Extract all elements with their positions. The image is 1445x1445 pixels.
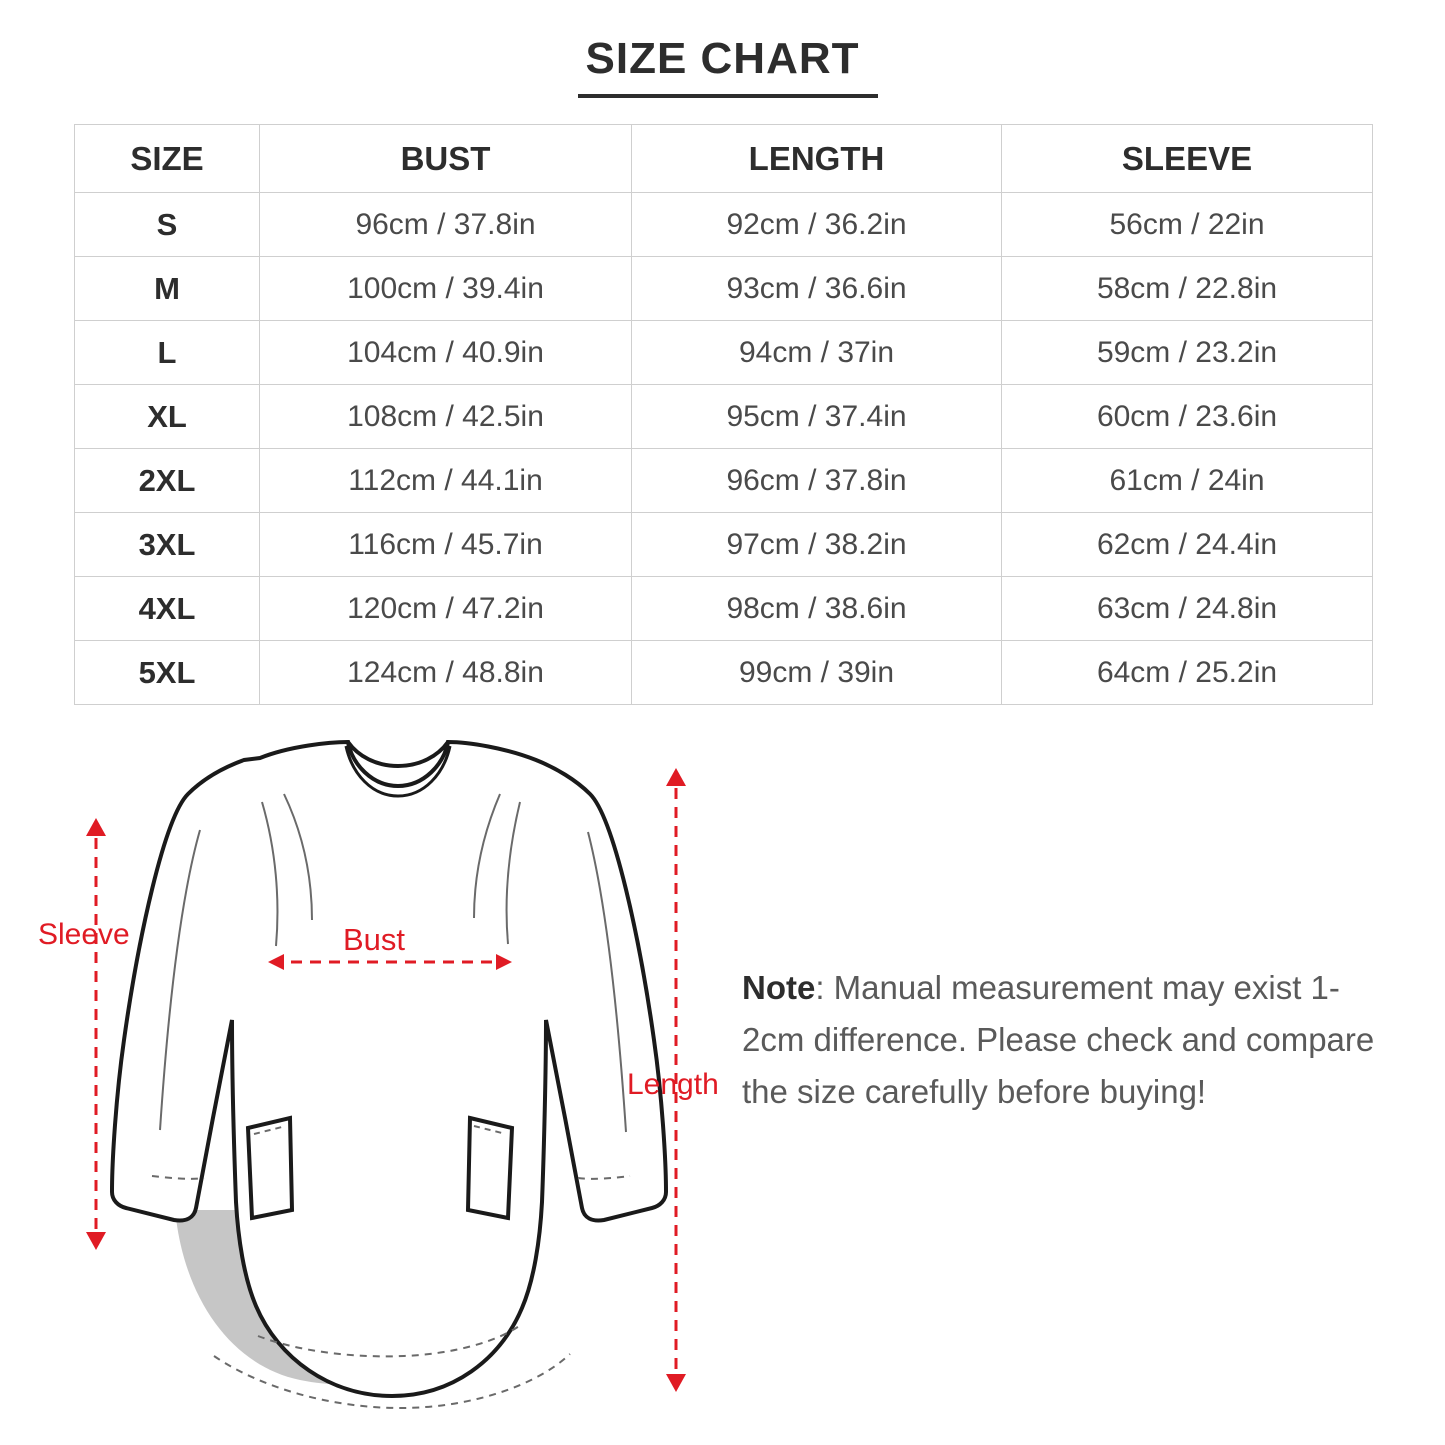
size-table <box>74 124 1373 705</box>
cell-bust: 100cm / 39.4in <box>260 257 632 321</box>
cell-length: 95cm / 37.4in <box>632 385 1002 449</box>
cell-bust: 96cm / 37.8in <box>260 193 632 257</box>
cell-length: 93cm / 36.6in <box>632 257 1002 321</box>
table-row <box>75 449 1373 513</box>
cell-bust: 104cm / 40.9in <box>260 321 632 385</box>
cell-sleeve: 56cm / 22in <box>1002 193 1373 257</box>
cell-size: 3XL <box>75 513 260 577</box>
column-header-bust: BUST <box>260 125 632 193</box>
column-header-size: SIZE <box>75 125 260 193</box>
cell-length: 94cm / 37in <box>632 321 1002 385</box>
note-body: : Manual measurement may exist 1-2cm difference. Please check and compare the size carefully before buying! <box>742 969 1375 1110</box>
page-title: SIZE CHART <box>585 34 860 83</box>
cell-bust: 120cm / 47.2in <box>260 577 632 641</box>
garment-outline <box>112 742 666 1396</box>
length-label: Length <box>627 1068 719 1101</box>
cell-length: 99cm / 39in <box>632 641 1002 705</box>
sleeve-measure-arrow <box>86 818 106 1250</box>
table-header-row <box>75 125 1373 193</box>
table-row <box>75 193 1373 257</box>
table-row <box>75 257 1373 321</box>
column-header-length: LENGTH <box>632 125 1002 193</box>
cell-bust: 108cm / 42.5in <box>260 385 632 449</box>
cell-length: 98cm / 38.6in <box>632 577 1002 641</box>
cell-length: 92cm / 36.2in <box>632 193 1002 257</box>
note-text <box>742 962 1382 1118</box>
bust-label: Bust <box>343 922 406 957</box>
cell-bust: 112cm / 44.1in <box>260 449 632 513</box>
table-row <box>75 321 1373 385</box>
table-row <box>75 577 1373 641</box>
table-row <box>75 641 1373 705</box>
table-row <box>75 513 1373 577</box>
cell-size: 2XL <box>75 449 260 513</box>
table-row <box>75 385 1373 449</box>
cell-sleeve: 58cm / 22.8in <box>1002 257 1373 321</box>
cell-size: 5XL <box>75 641 260 705</box>
cell-size: S <box>75 193 260 257</box>
cell-size: M <box>75 257 260 321</box>
cell-size: L <box>75 321 260 385</box>
title-underline <box>578 94 878 98</box>
cell-bust: 116cm / 45.7in <box>260 513 632 577</box>
cell-sleeve: 63cm / 24.8in <box>1002 577 1373 641</box>
column-header-sleeve: SLEEVE <box>1002 125 1373 193</box>
cell-sleeve: 61cm / 24in <box>1002 449 1373 513</box>
size-table-container <box>74 124 1372 705</box>
cell-size: XL <box>75 385 260 449</box>
cell-length: 97cm / 38.2in <box>632 513 1002 577</box>
cell-size: 4XL <box>75 577 260 641</box>
cell-bust: 124cm / 48.8in <box>260 641 632 705</box>
sleeve-label: Sleeve <box>38 918 130 951</box>
cell-sleeve: 59cm / 23.2in <box>1002 321 1373 385</box>
cell-sleeve: 62cm / 24.4in <box>1002 513 1373 577</box>
cell-sleeve: 60cm / 23.6in <box>1002 385 1373 449</box>
note-prefix: Note <box>742 969 816 1006</box>
cell-sleeve: 64cm / 25.2in <box>1002 641 1373 705</box>
cell-length: 96cm / 37.8in <box>632 449 1002 513</box>
